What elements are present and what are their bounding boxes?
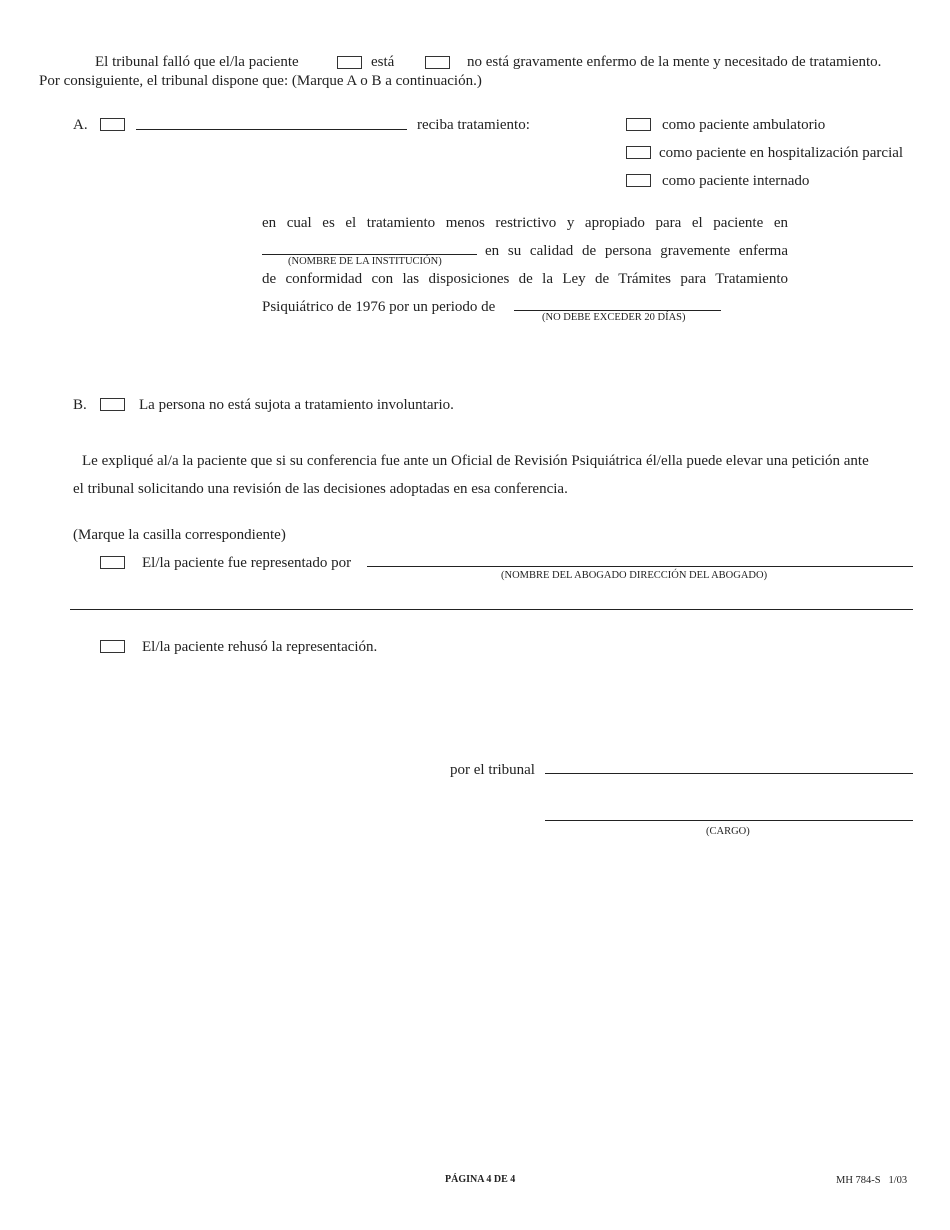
option-b-letter: B. [73,397,87,413]
intro-line2: Por consiguiente, el tribunal dispone que: (Marque A o B a continuación.) [39,73,482,89]
representation-instruction: (Marque la casilla correspondiente) [73,527,286,543]
period-line[interactable] [514,310,721,311]
reciba-tratamiento-label: reciba tratamiento: [417,117,530,133]
ambulatorio-label: como paciente ambulatorio [662,117,826,133]
attorney-caption: (NOMBRE DEL ABOGADO DIRECCIÓN DEL ABOGADO) [501,570,768,581]
intro-text-part1: El tribunal falló que el/la paciente [95,54,299,70]
cargo-caption: (CARGO) [706,826,750,837]
attorney-line[interactable] [367,566,913,567]
institution-name-line[interactable] [262,254,477,255]
represented-label: El/la paciente fue representado por [142,555,352,571]
refused-checkbox[interactable] [100,640,125,653]
institution-caption: (NOMBRE DE LA INSTITUCIÓN) [288,256,442,267]
patient-name-line[interactable] [136,129,407,130]
signature-line[interactable] [545,773,913,774]
option-b-text: La persona no está sujota a tratamiento involuntario. [139,397,454,413]
cargo-line[interactable] [545,820,913,821]
refused-label: El/la paciente rehusó la representación. [142,639,378,655]
option-a-text1: en cual es el tratamiento menos restrictivo y apropiado para el paciente en [262,215,788,231]
intro-esta-label: está [371,54,395,70]
period-caption: (NO DEBE EXCEDER 20 DÍAS) [542,312,686,323]
page-number: PÁGINA 4 DE 4 [445,1174,516,1185]
form-id: MH 784-S 1/03 [836,1175,908,1186]
signature-label: por el tribunal [450,762,535,778]
internado-label: como paciente internado [662,173,810,189]
option-a-checkbox[interactable] [100,118,125,131]
esta-checkbox[interactable] [337,56,362,69]
explanation-line1: Le expliqué al/a la paciente que si su conferencia fue ante un Oficial de Revisión Psiquiátrica él/ella puede elevar una petición ante [82,453,869,469]
option-a-letter: A. [73,117,88,133]
ambulatorio-checkbox[interactable] [626,118,651,131]
internado-checkbox[interactable] [626,174,651,187]
represented-checkbox[interactable] [100,556,125,569]
hospitalizacion-parcial-checkbox[interactable] [626,146,651,159]
no-esta-checkbox[interactable] [425,56,450,69]
option-a-text4: Psiquiátrico de 1976 por un periodo de [262,299,496,315]
intro-no-esta-text: no está gravamente enfermo de la mente y necesitado de tratamiento. [467,54,882,70]
option-b-checkbox[interactable] [100,398,125,411]
option-a-text3: de conformidad con las disposiciones de la Ley de Trámites para Tratamiento [262,271,788,287]
attorney-address-line[interactable] [70,609,913,610]
option-a-text2: en su calidad de persona gravemente enferma [485,243,788,259]
hospitalizacion-parcial-label: como paciente en hospitalización parcial [659,145,904,161]
explanation-line2: el tribunal solicitando una revisión de las decisiones adoptadas en esa conferencia. [73,481,568,497]
